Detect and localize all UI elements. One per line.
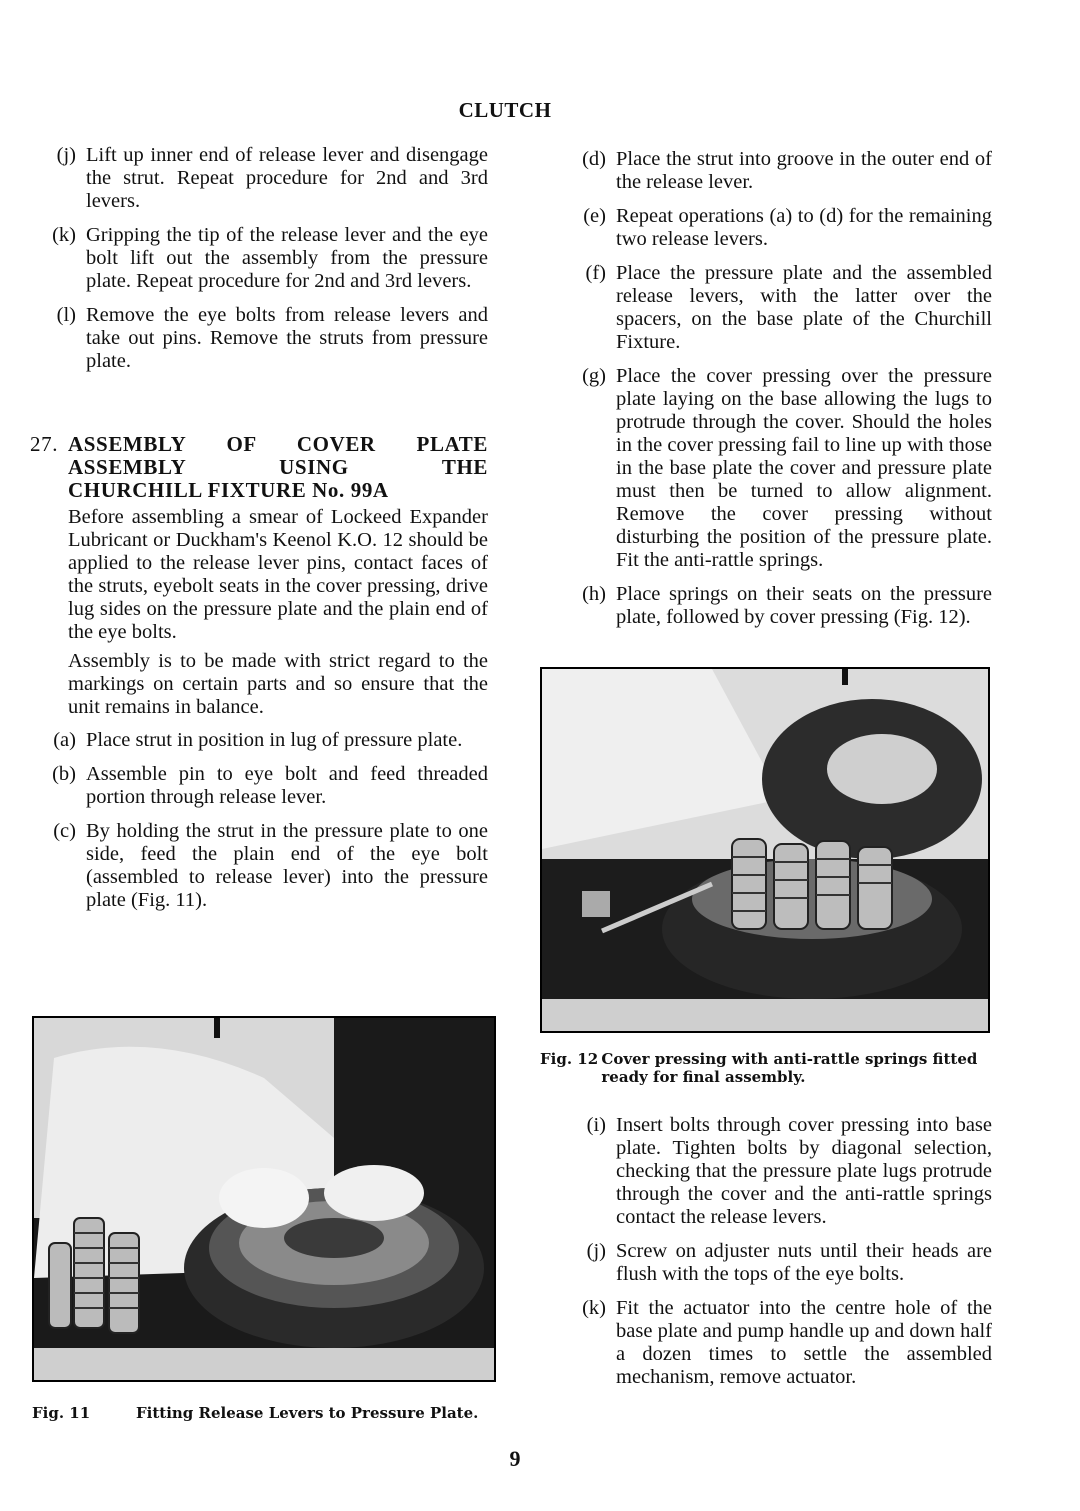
section-heading xyxy=(30,433,488,502)
figure-11-caption xyxy=(32,1404,502,1422)
section-heading-line1: ASSEMBLY OF COVER PLATE xyxy=(68,432,488,456)
item-text: Place the pressure plate and the assembled release levers, with the latter over the spacers, on the base plate of the Churchill Fixture. xyxy=(616,262,992,353)
item-label: (i) xyxy=(586,1114,606,1136)
item-text: Place the strut into groove in the outer end of the release lever. xyxy=(616,148,992,193)
item-text: Remove the eye bolts from release levers and take out pins. Remove the struts from pressure plate. xyxy=(86,304,488,372)
list-item xyxy=(38,763,488,809)
list-item xyxy=(38,820,488,912)
section-paragraph-lubricant: Before assembling a smear of Lockeed Expander Lubricant or Duckham's Keenol K.O. 12 should be applied to the release lever pins, contact faces of the struts, eyebolt seats in the cover pressing, drive lug sides on the pressure plate and the plain end of the eye bolts. xyxy=(68,506,488,643)
item-text: Place strut in position in lug of pressure plate. xyxy=(86,729,463,751)
list-item xyxy=(540,583,992,629)
item-text: Gripping the tip of the release lever and the eye bolt lift out the assembly from the pressure plate. Repeat procedure for 2nd and 3rd levers. xyxy=(86,224,488,292)
item-label: (a) xyxy=(53,729,76,751)
item-text: By holding the strut in the pressure plate to one side, feed the plain end of the eye bolt (assembled to release lever) into the pressure plate (Fig. 11). xyxy=(86,820,488,911)
item-label: (j) xyxy=(586,1240,606,1262)
list-item xyxy=(540,1114,992,1229)
item-text: Lift up inner end of release lever and disengage the strut. Repeat procedure for 2nd and 3rd levers. xyxy=(86,144,488,212)
item-text: Fit the actuator into the centre hole of the base plate and pump handle up and down half a dozen times to settle the assembled mechanism, remove actuator. xyxy=(616,1297,992,1388)
left-list-top xyxy=(38,144,488,373)
item-text: Assemble pin to eye bolt and feed threaded portion through release lever. xyxy=(86,763,488,808)
figure-12-caption-text: Cover pressing with anti-rattle springs fitted ready for final assembly. xyxy=(601,1050,978,1086)
figure-11-photo xyxy=(32,1016,496,1382)
list-item xyxy=(38,144,488,213)
item-label: (l) xyxy=(56,304,76,326)
item-text: Insert bolts through cover pressing into base plate. Tighten bolts by diagonal selection, checking that the pressure plate lugs protrude through the cover and the anti-rattle springs contact the release levers. xyxy=(616,1114,992,1228)
section-number: 27. xyxy=(30,432,59,456)
item-label: (k) xyxy=(582,1297,606,1319)
item-label: (d) xyxy=(582,148,606,170)
list-item xyxy=(540,205,992,251)
item-label: (e) xyxy=(583,205,606,227)
item-label: (k) xyxy=(52,224,76,246)
section-paragraph-balance: Assembly is to be made with strict regard to the markings on certain parts and so ensure that the unit remains in balance. xyxy=(68,650,488,718)
list-item xyxy=(38,304,488,373)
list-item xyxy=(38,224,488,293)
left-list-bottom xyxy=(38,729,488,912)
list-item xyxy=(540,365,992,572)
item-label: (g) xyxy=(582,365,606,387)
left-column xyxy=(30,144,488,923)
item-text: Place the cover pressing over the pressure plate laying on the base allowing the lugs to protrude through the cover. Should the holes in the cover pressing fail to line up with those in the base plate the cover and pressure plate must then be turned to allow alignment. Remove the cover pressing without disturbing the position of the pressure plate. Fit the anti-rattle springs. xyxy=(616,365,992,571)
section-heading-line2: ASSEMBLY USING THE xyxy=(68,455,488,479)
figure-11-caption-text: Fitting Release Levers to Pressure Plate. xyxy=(136,1404,479,1422)
item-label: (c) xyxy=(53,820,76,842)
figure-11-number: Fig. 11 xyxy=(32,1404,91,1422)
list-item xyxy=(540,148,992,194)
item-label: (f) xyxy=(585,262,606,284)
item-text: Place springs on their seats on the pressure plate, followed by cover pressing (Fig. 12). xyxy=(616,583,992,628)
item-label: (h) xyxy=(582,583,606,605)
right-column-bottom xyxy=(540,1114,992,1400)
right-column-top xyxy=(540,148,992,640)
list-item xyxy=(540,262,992,354)
item-label: (j) xyxy=(56,144,76,166)
item-text: Screw on adjuster nuts until their heads are flush with the tops of the eye bolts. xyxy=(616,1240,992,1285)
figure-12-photo xyxy=(540,667,990,1033)
list-item xyxy=(540,1297,992,1389)
list-item xyxy=(38,729,488,752)
item-label: (b) xyxy=(52,763,76,785)
figure-12-caption xyxy=(540,1050,992,1086)
page-title: CLUTCH xyxy=(458,98,552,122)
clutch-assembly-photo-illustration xyxy=(34,1018,494,1380)
item-text: Repeat operations (a) to (d) for the remaining two release levers. xyxy=(616,205,992,250)
list-item xyxy=(540,1240,992,1286)
cover-pressing-photo-illustration xyxy=(542,669,988,1031)
figure-12-number: Fig. 12 xyxy=(540,1050,599,1068)
section-heading-line3: CHURCHILL FIXTURE No. 99A xyxy=(68,478,389,502)
page-number: 9 xyxy=(509,1446,521,1471)
